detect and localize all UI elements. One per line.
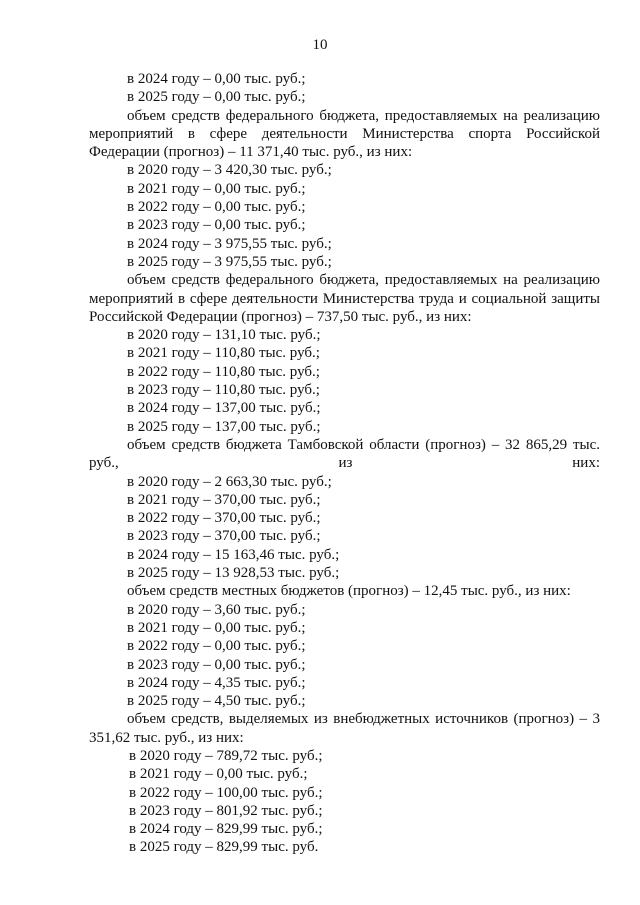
funding-line: в 2022 году – 0,00 тыс. руб.; xyxy=(127,638,306,655)
funding-line: в 2024 году – 4,35 тыс. руб.; xyxy=(127,674,306,691)
funding-line: в 2020 году – 131,10 тыс. руб.; xyxy=(127,327,321,344)
funding-line: в 2024 году – 829,99 тыс. руб.; xyxy=(129,821,323,838)
funding-line: в 2024 году – 137,00 тыс. руб.; xyxy=(127,400,321,417)
funding-line: в 2021 году – 370,00 тыс. руб.; xyxy=(127,491,321,508)
document-body xyxy=(89,70,600,857)
funding-line: в 2020 году – 789,72 тыс. руб.; xyxy=(129,747,323,764)
funding-line: в 2024 году – 15 163,46 тыс. руб.; xyxy=(127,546,340,563)
funding-line: в 2020 году – 2 663,30 тыс. руб.; xyxy=(127,473,332,490)
funding-paragraph: объем средств бюджета Тамбовской области (прогноз) – 32 865,29 тыс. руб., из них: xyxy=(89,436,600,472)
funding-line: в 2021 году – 0,00 тыс. руб.; xyxy=(129,766,308,783)
funding-line: в 2020 году – 3 420,30 тыс. руб.; xyxy=(127,162,332,179)
funding-line: в 2020 году – 3,60 тыс. руб.; xyxy=(127,601,306,618)
funding-line: в 2022 году – 370,00 тыс. руб.; xyxy=(127,510,321,527)
funding-paragraph: объем средств федерального бюджета, предоставляемых на реализацию мероприятий в сфере деятельности Министерства труда и социальной защиты Российской Федерации (прогноз) – 737,50 тыс. руб., из них: xyxy=(89,272,600,325)
funding-line: в 2023 году – 370,00 тыс. руб.; xyxy=(127,528,321,545)
funding-line: в 2025 году – 137,00 тыс. руб.; xyxy=(127,418,321,435)
funding-line: в 2023 году – 801,92 тыс. руб.; xyxy=(129,802,323,819)
funding-line: в 2023 году – 110,80 тыс. руб.; xyxy=(127,382,320,399)
funding-paragraph: объем средств федерального бюджета, предоставляемых на реализацию мероприятий в сфере деятельности Министерства спорта Российской Федерации (прогноз) – 11 371,40 тыс. руб., из них: xyxy=(89,107,600,161)
funding-line: в 2023 году – 0,00 тыс. руб.; xyxy=(127,217,306,234)
funding-line: в 2023 году – 0,00 тыс. руб.; xyxy=(127,656,306,673)
funding-line: в 2024 году – 3 975,55 тыс. руб.; xyxy=(127,235,332,252)
funding-line: в 2025 году – 829,99 тыс. руб. xyxy=(129,839,319,856)
funding-paragraph: объем средств местных бюджетов (прогноз) – 12,45 тыс. руб., из них: xyxy=(127,583,571,600)
funding-line: в 2022 году – 100,00 тыс. руб.; xyxy=(129,784,323,801)
funding-line: в 2025 году – 4,50 тыс. руб.; xyxy=(127,693,306,710)
funding-line: в 2025 году – 13 928,53 тыс. руб.; xyxy=(127,565,340,582)
page-number: 10 xyxy=(312,37,328,53)
funding-line: в 2024 году – 0,00 тыс. руб.; xyxy=(127,71,306,87)
funding-line: в 2025 году – 0,00 тыс. руб.; xyxy=(127,89,306,106)
funding-line: в 2025 году – 3 975,55 тыс. руб.; xyxy=(127,253,332,270)
funding-line: в 2021 году – 0,00 тыс. руб.; xyxy=(127,619,306,636)
funding-paragraph: объем средств, выделяемых из внебюджетных источников (прогноз) – 3 351,62 тыс. руб., из них: xyxy=(89,711,600,746)
funding-line: в 2022 году – 0,00 тыс. руб.; xyxy=(127,199,306,216)
funding-line: в 2022 году – 110,80 тыс. руб.; xyxy=(127,363,320,380)
funding-line: в 2021 году – 110,80 тыс. руб.; xyxy=(127,345,320,362)
funding-line: в 2021 году – 0,00 тыс. руб.; xyxy=(127,180,306,197)
